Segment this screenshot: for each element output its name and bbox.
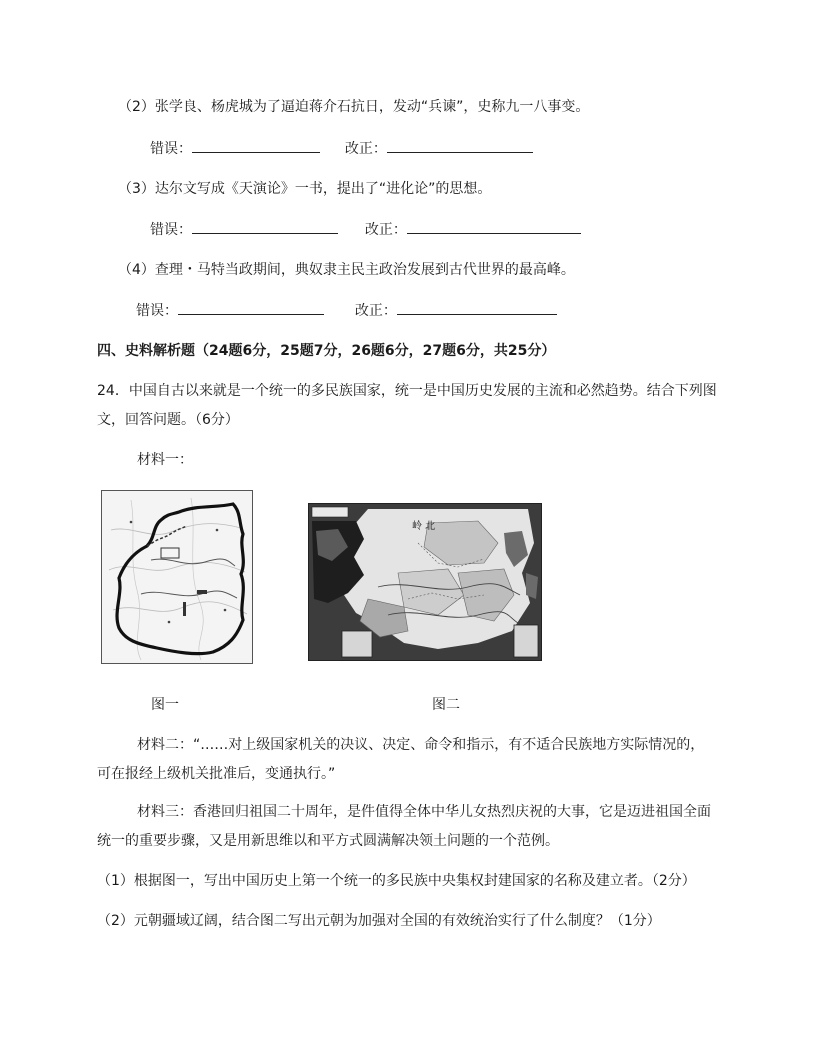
material2-line1: 材料二：“……对上级国家机关的决议、决定、命令和指示，有不适合民族地方实际情况的，	[137, 737, 705, 753]
material3-line2: 统一的重要步骤，又是用新思维以和平方式圆满解决领土问题的一个范例。	[97, 833, 559, 849]
item-2-text: （2）张学良、杨虎城为了逼迫蒋介石抗日，发动“兵谏”，史称九一八事变。	[118, 99, 590, 115]
figure-1-map	[101, 490, 253, 664]
error-label: 错误：	[150, 141, 192, 157]
material1-label: 材料一：	[137, 452, 193, 468]
item-4-answer-row	[136, 300, 557, 320]
correct-blank[interactable]	[397, 300, 557, 315]
section-title: 四、史料解析题（24题6分，25题7分，26题6分，27题6分，共25分）	[97, 343, 556, 359]
q24-stem-line2: 文，回答问题。（6分）	[97, 412, 239, 428]
sub-question-1: （1）根据图一，写出中国历史上第一个统一的多民族中央集权封建国家的名称及建立者。（2分）	[97, 873, 696, 889]
error-blank[interactable]	[192, 219, 338, 234]
material3-line1: 材料三：香港回归祖国二十周年，是件值得全体中华儿女热烈庆祝的大事，它是迈进祖国全面	[137, 804, 711, 820]
correct-blank[interactable]	[387, 138, 533, 153]
sub-question-2: （2）元朝疆域辽阔，结合图二写出元朝为加强对全国的有效统治实行了什么制度？（1分）	[97, 913, 661, 929]
item-3-text: （3）达尔文写成《天演论》一书，提出了“进化论”的思想。	[118, 181, 492, 197]
correct-label: 改正：	[364, 222, 407, 238]
error-blank[interactable]	[192, 138, 320, 153]
map-label-lingbei: 岭 北	[412, 521, 436, 532]
correct-label: 改正：	[354, 303, 397, 319]
map-yuan-image	[308, 503, 542, 661]
correct-blank[interactable]	[407, 219, 581, 234]
item-3-answer-row	[150, 219, 581, 239]
item-2-answer-row	[150, 138, 533, 158]
map-qin-image	[101, 490, 253, 664]
error-label: 错误：	[150, 222, 192, 238]
figure-1-caption: 图一	[151, 697, 179, 713]
item-4-text: （4）查理・马特当政期间，典奴隶主民主政治发展到古代世界的最高峰。	[118, 262, 575, 278]
figure-2-map	[308, 503, 542, 661]
figure-2-caption: 图二	[432, 697, 460, 713]
error-blank[interactable]	[178, 300, 324, 315]
q24-stem-line1: 24．中国自古以来就是一个统一的多民族国家，统一是中国历史发展的主流和必然趋势。结合下列图	[97, 383, 717, 399]
error-label: 错误：	[136, 303, 178, 319]
correct-label: 改正：	[344, 141, 387, 157]
material2-line2: 可在报经上级机关批准后，变通执行。”	[97, 766, 336, 782]
